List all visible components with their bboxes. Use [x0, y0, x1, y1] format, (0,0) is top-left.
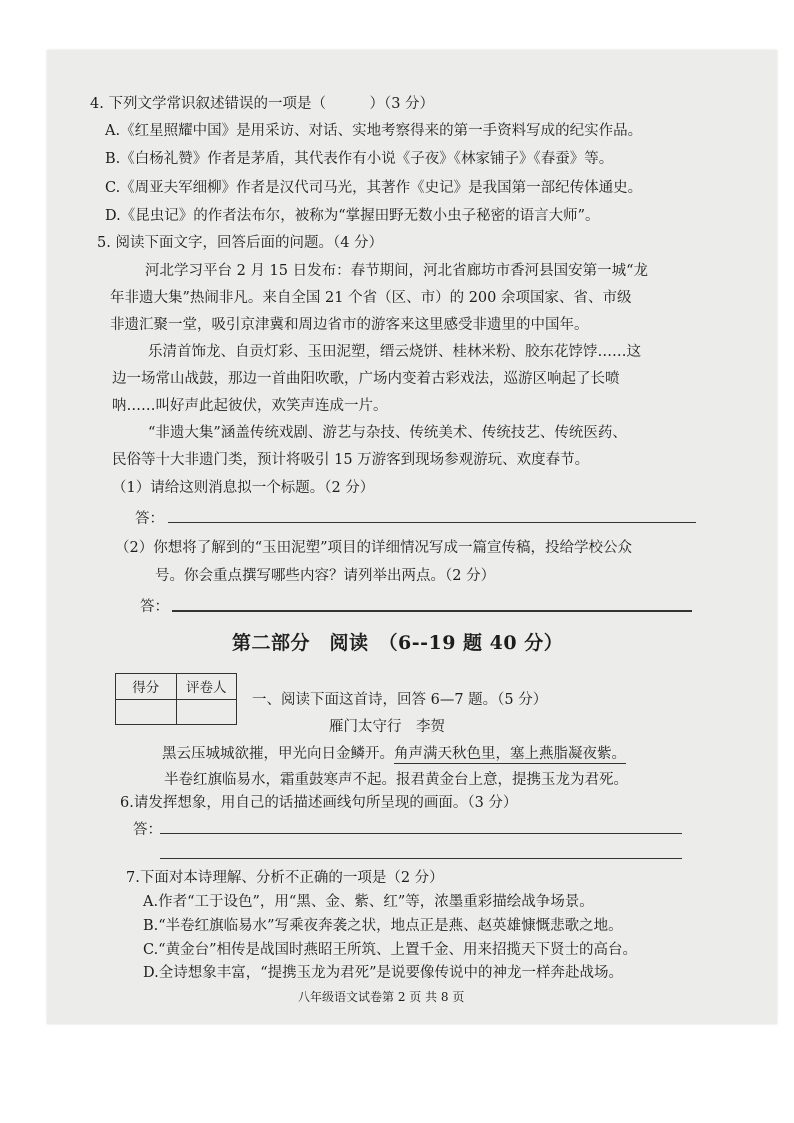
q4-option-a: A.《红星照耀中国》是用采访、对话、实地考察得来的第一手资料写成的纪实作品。: [105, 123, 643, 139]
q5-passage-line: 非遗汇聚一堂，吸引京津冀和周边省市的游客来这里感受非遗里的中国年。: [110, 317, 589, 333]
q5-answer-label-2: 答：: [140, 599, 169, 615]
q7-option-b: B.“半卷红旗临易水”写乘夜奔袭之状，地点正是燕、赵英雄慷慨悲歌之地。: [143, 918, 623, 934]
score-box: [115, 673, 237, 725]
q5-passage-line: 河北学习平台 2 月 15 日发布：春节期间，河北省廊坊市香河县国安第一城“龙: [145, 263, 649, 279]
poem-title: 雁门太守行 李贺: [329, 719, 445, 735]
section-intro: 一、阅读下面这首诗，回答 6—7 题。（5 分）: [252, 692, 548, 708]
q5-answer-label-1: 答：: [135, 511, 164, 527]
q5-passage-line: 边一场常山战鼓，那边一首曲阳吹歌，广场内变着古彩戏法，巡游区响起了长喷: [112, 371, 620, 387]
poem-line-1-first-half: 黑云压城城欲摧，甲光向日金鳞开。: [162, 746, 394, 762]
grader-label: 评卷人: [176, 674, 237, 700]
grader-cell[interactable]: [176, 699, 237, 725]
score-cell[interactable]: [116, 699, 177, 725]
score-label: 得分: [116, 674, 177, 700]
q6-stem: 6.请发挥想象，用自己的话描述画线句所呈现的画面。（3 分）: [120, 795, 518, 811]
q5-sub2-line1: （2）你想将了解到的“玉田泥塑”项目的详细情况写成一篇宣传稿，投给学校公众: [115, 540, 633, 556]
q7-option-c: C.“黄金台”相传是战国时燕昭王所筑、上置千金、用来招揽天下贤士的高台。: [143, 942, 638, 958]
poem-line-2: 半卷红旗临易水，霜重鼓寒声不起。报君黄金台上意，提携玉龙为君死。: [164, 772, 628, 788]
q7-stem: 7.下面对本诗理解、分析不正确的一项是（2 分）: [126, 870, 444, 886]
q7-option-a: A.作者“工于设色”，用“黑、金、紫、红”等，浓墨重彩描绘战争场景。: [143, 894, 594, 910]
q5-sub2-line2: 号。你会重点撰写哪些内容？请列举出两点。（2 分）: [155, 568, 496, 584]
q4-stem: 4. 下列文学常识叙述错误的一项是（ ）（3 分）: [90, 96, 435, 112]
page-footer: 八年级语文试卷第 2 页 共 8 页: [298, 990, 465, 1004]
q5-passage-line: 年非遗大集”热闹非凡。来自全国 21 个省（区、市）的 200 余项国家、省、市级: [110, 290, 632, 306]
q5-passage-line: 呐……叫好声此起彼伏，欢笑声连成一片。: [112, 398, 388, 414]
q4-option-c: C.《周亚夫军细柳》作者是汉代司马光，其著作《史记》是我国第一部纪传体通史。: [105, 180, 643, 196]
poem-underlined-sentence: 角声满天秋色里，塞上燕脂凝夜紫。: [394, 746, 626, 762]
q5-answer-line-2[interactable]: [172, 610, 692, 612]
q7-option-d: D.全诗想象丰富，“提携玉龙为君死”是说要像传说中的神龙一样奔赴战场。: [143, 965, 624, 981]
q5-stem: 5. 阅读下面文字，回答后面的问题。（4 分）: [97, 235, 384, 251]
part2-title: 第二部分 阅读 （6--19 题 40 分）: [232, 632, 564, 654]
poem-line-1: [162, 744, 626, 764]
q5-passage-line: 乐清首饰龙、自贡灯彩、玉田泥塑，缙云烧饼、桂林米粉、胶东花饽饽……这: [148, 344, 641, 360]
q5-sub1: （1）请给这则消息拟一个标题。（2 分）: [112, 480, 375, 496]
q5-answer-line-1[interactable]: [168, 522, 696, 523]
q4-option-b: B.《白杨礼赞》作者是茅盾，其代表作有小说《子夜》《林家铺子》《春蚕》等。: [105, 151, 614, 167]
q4-option-d: D.《昆虫记》的作者法布尔，被称为“掌握田野无数小虫子秘密的语言大师”。: [105, 208, 600, 224]
q5-passage-line: 民俗等十大非遗门类，预计将吸引 15 万游客到现场参观游玩、欢度春节。: [112, 452, 590, 468]
q6-answer-label: 答：: [133, 822, 162, 838]
q6-answer-line-2[interactable]: [160, 858, 682, 859]
q6-answer-line-1[interactable]: [160, 833, 682, 834]
q5-passage-line: “非遗大集”涵盖传统戏剧、游艺与杂技、传统美术、传统技艺、传统医药、: [148, 425, 627, 441]
